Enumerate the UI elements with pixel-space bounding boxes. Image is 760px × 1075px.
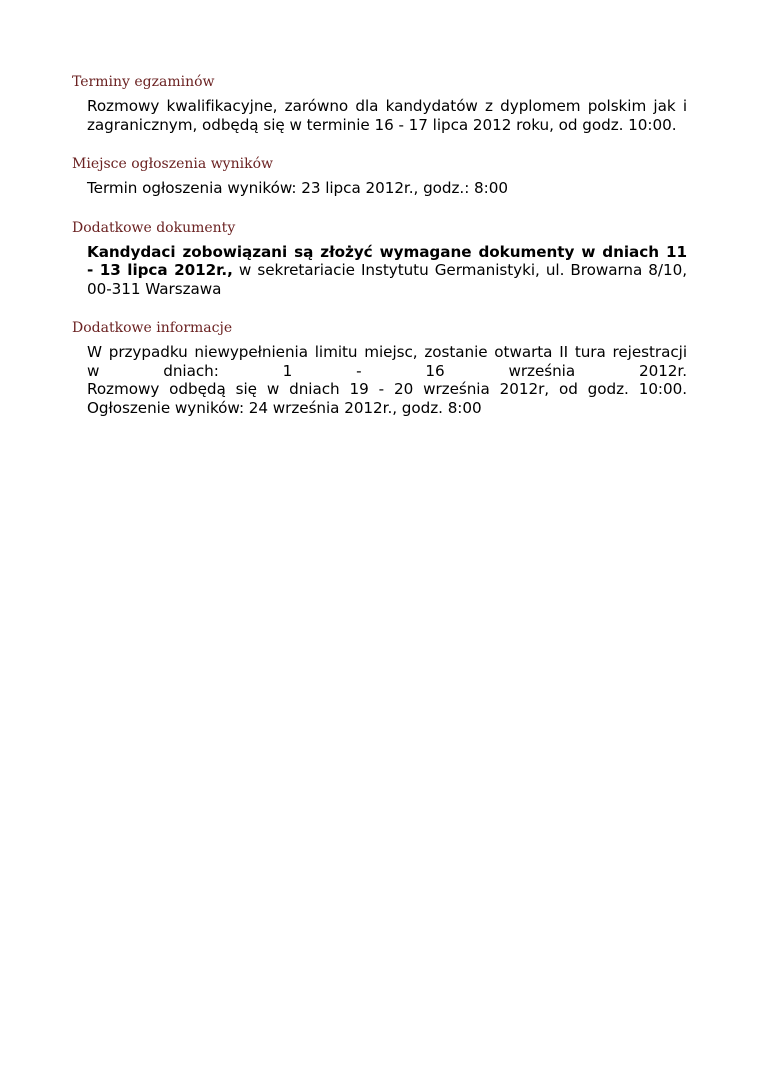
body-line: w dniach: 1 - 16 września 2012r.	[87, 361, 687, 380]
body-fragment: w sekretariacie Instytutu Germanistyki, ul. Browarna 8/10,	[232, 261, 687, 279]
section-body	[87, 243, 687, 299]
section-exam-dates	[0, 74, 760, 134]
body-line: Rozmowy kwalifikacyjne, zarówno dla kandydatów z dyplomem polskim jak i	[87, 97, 687, 115]
section-additional-info	[0, 320, 760, 417]
section-heading: Dodatkowe dokumenty	[72, 219, 236, 236]
section-heading: Terminy egzaminów	[72, 74, 215, 90]
section-body	[87, 179, 687, 198]
section-results-place	[0, 156, 760, 198]
body-line: zagranicznym, odbędą się w terminie 16 - 17 lipca 2012 roku, od godz. 10:00.	[87, 115, 677, 134]
body-line: 00-311 Warszawa	[87, 279, 222, 298]
section-additional-documents	[0, 220, 760, 299]
body-line: W przypadku niewypełnienia limitu miejsc, zostanie otwarta II tura rejestracji	[87, 343, 687, 361]
section-heading: Dodatkowe informacje	[72, 320, 233, 336]
body-line: Termin ogłoszenia wyników: 23 lipca 2012r., godz.: 8:00	[87, 179, 508, 197]
bold-notice-line: Kandydaci zobowiązani są złożyć wymagane dokumenty w dniach 11	[87, 242, 687, 261]
section-body	[87, 97, 687, 134]
bold-notice-fragment: - 13 lipca 2012r.,	[87, 261, 233, 279]
section-body	[87, 343, 687, 417]
body-line: Ogłoszenie wyników: 24 września 2012r., godz. 8:00	[87, 398, 482, 417]
section-heading: Miejsce ogłoszenia wyników	[72, 156, 273, 172]
body-line	[87, 261, 687, 280]
body-line: Rozmowy odbędą się w dniach 19 - 20 września 2012r, od godz. 10:00.	[87, 380, 687, 398]
